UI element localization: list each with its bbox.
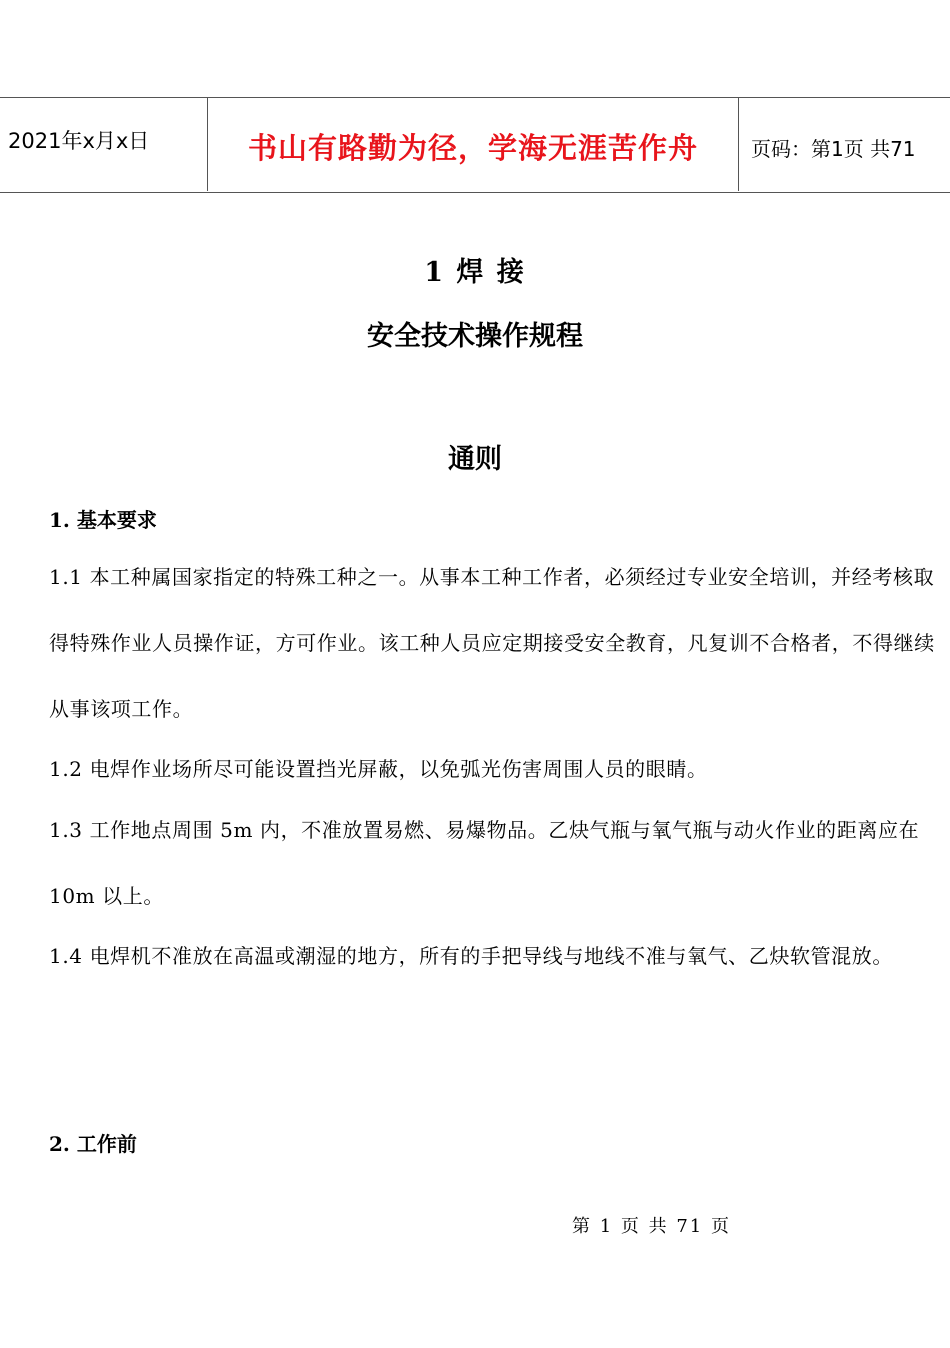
section-title: 通则 (448, 444, 502, 475)
document-subtitle: 安全技术操作规程 (367, 321, 583, 352)
paragraph-1-1: 1.1 本工种属国家指定的特殊工种之一。从事本工种工作者，必须经过专业安全培训，并经考核取得特殊作业人员操作证，方可作业。该工种人员应定期接受安全教育，凡复训不合格者，不得继续从事该项工作。 (49, 565, 935, 721)
paragraph-1-3: 1.3 工作地点周围 5m 内，不准放置易燃、易爆物品。乙炔气瓶与氧气瓶与动火作业的距离应在 10m 以上。 (49, 818, 920, 908)
page-header (0, 97, 950, 193)
header-date: 2021年x月x日 (0, 98, 208, 191)
paragraph-1-2: 1.2 电焊作业场所尽可能设置挡光屏蔽，以免弧光伤害周围人员的眼睛。 (49, 757, 708, 781)
header-page-info: 页码：第1页 共71 (751, 137, 916, 161)
heading-before-work: 2. 工作前 (49, 1132, 137, 1156)
header-motto: 书山有路勤为径，学海无涯苦作舟 (208, 98, 739, 191)
heading-basic-requirements: 1. 基本要求 (49, 508, 157, 532)
paragraph-1-4: 1.4 电焊机不准放在高温或潮湿的地方，所有的手把导线与地线不准与氧气、乙炔软管混放。 (49, 944, 893, 968)
document-title: 1 焊 接 (424, 257, 526, 288)
page-footer: 第 1 页 共 71 页 (572, 1216, 731, 1237)
